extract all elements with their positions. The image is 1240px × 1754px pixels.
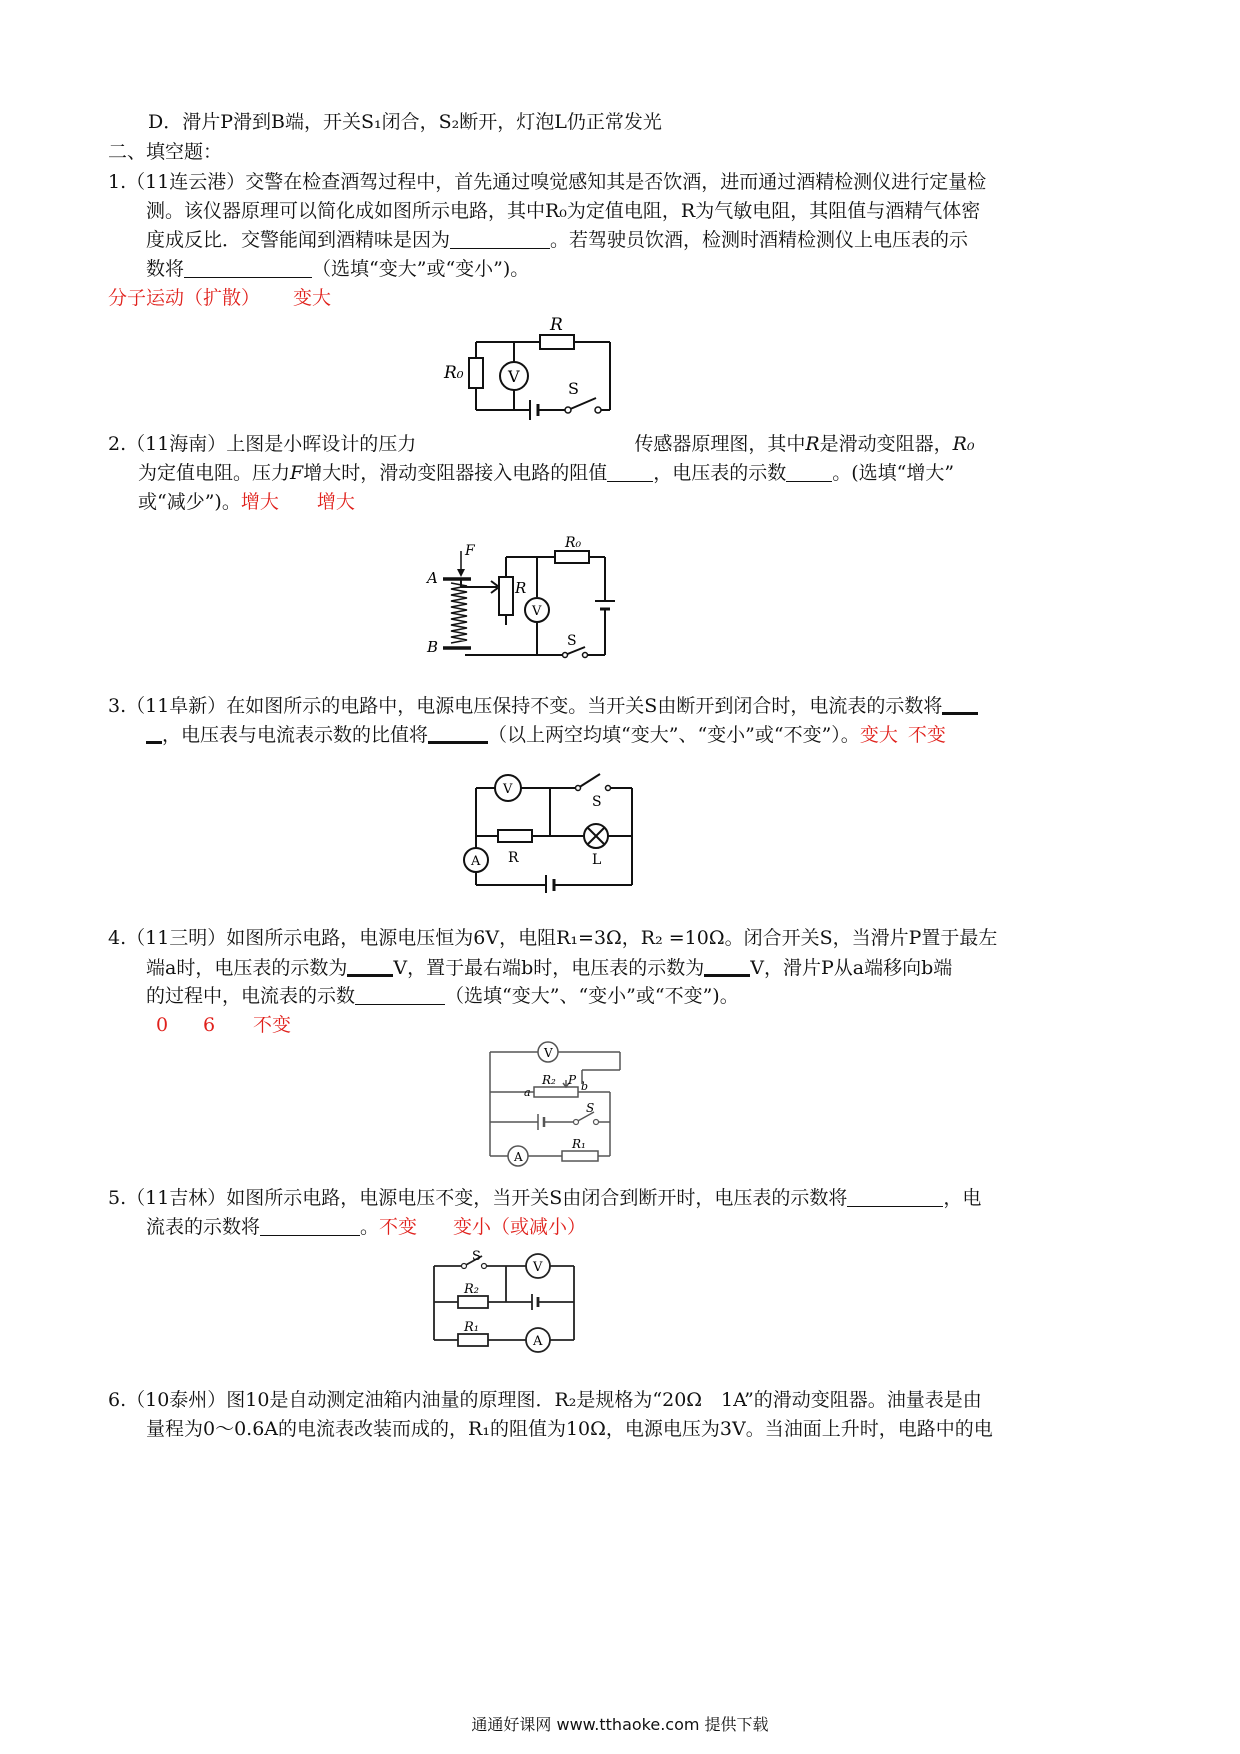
q4-fig-r1-label: R₁ (572, 1137, 586, 1151)
q1-line-1: 1.（11连云港）交警在检查酒驾过程中，首先通过嗅觉感知其是否饮酒，进而通过酒精检测仪进行定量检 (108, 171, 987, 193)
q2-fig-switch-label: S (567, 633, 577, 649)
q3-blank-1a[interactable] (942, 692, 978, 715)
q2-text-2c: 增大时，滑动变阻器接入电路的阻值 (303, 462, 608, 484)
q3-circuit-diagram (458, 768, 643, 893)
page-footer: 通通好课网 www.tthaoke.com 提供下载 (471, 1715, 769, 1734)
q1-text-3b: 。若驾驶员饮酒，检测时酒精检测仪上电压表的示 (550, 229, 969, 251)
q3-line-1 (108, 692, 978, 719)
q3-text-1: 3.（11阜新）在如图所示的电路中，电源电压保持不变。当开关S由断开到闭合时，电流表的示数将 (108, 695, 943, 717)
q2-blank-1[interactable] (607, 461, 653, 482)
q2-text-1d: 是滑动变阻器， (819, 433, 953, 455)
q2-fig-r-label: R (515, 579, 527, 597)
q3-text-2a: ，电压表与电流表示数的比值将 (162, 724, 429, 746)
q5-text-1a: 5.（11吉林）如图所示电路，电源电压不变，当开关S由闭合到断开时，电压表的示数将 (108, 1187, 848, 1209)
q3-blank-1b[interactable] (146, 721, 162, 744)
section-heading: 二、填空题： (108, 141, 223, 163)
q4-blank-1[interactable] (347, 954, 393, 977)
q3-answer-1: 变大 (859, 724, 898, 746)
q4-line-3 (146, 983, 739, 1009)
q2-line-2 (138, 460, 954, 486)
q5-answer-1: 不变 (379, 1216, 418, 1238)
q2-text-1b: 传感器原理图，其中 (634, 433, 806, 455)
q4-answer-1: 0 (156, 1014, 169, 1036)
q2-fig-voltmeter-label: V (532, 604, 542, 619)
q2-answer-1: 增大 (240, 491, 279, 513)
prev-option-d: D．滑片P滑到B端，开关S₁闭合，S₂断开，灯泡L仍正常发光 (148, 111, 662, 133)
q2-answer-2: 增大 (316, 491, 355, 513)
q4-fig-r2-label: R₂ (542, 1073, 556, 1087)
q1-fig-voltmeter-label: V (508, 367, 520, 386)
q1-text-4b: （选填“变大”或“变小”)。 (312, 258, 530, 280)
q5-fig-voltmeter-label: V (533, 1260, 543, 1275)
q5-fig-ammeter-label: A (533, 1334, 543, 1349)
q4-fig-p-label: P (568, 1073, 577, 1087)
q5-text-2a: 流表的示数将 (146, 1216, 261, 1238)
q5-fig-r1-label: R₁ (464, 1320, 479, 1335)
q2-line-1 (108, 431, 975, 457)
q1-text-3a: 度成反比．交警能闻到酒精味是因为 (146, 229, 451, 251)
q3-line-2 (146, 721, 946, 748)
q3-fig-voltmeter-label: V (503, 782, 513, 797)
q2-text-1e: R₀ (952, 433, 975, 455)
q1-circuit-diagram (438, 310, 638, 420)
q4-fig-b-end-label: b (581, 1080, 589, 1093)
q2-line-3 (138, 489, 355, 515)
q3-fig-lamp-label: L (592, 852, 602, 868)
q5-line-1 (108, 1185, 981, 1211)
q2-fig-b-label: B (427, 638, 439, 656)
q6-line-2: 量程为0～0.6A的电流表改装而成的，R₁的阻值为10Ω，电源电压为3V。当油面上升时，电路中的电 (146, 1418, 993, 1440)
q4-text-2c: V，滑片P从a端移向b端 (750, 957, 953, 979)
q3-fig-ammeter-label: A (471, 854, 481, 869)
q4-fig-voltmeter-label: V (544, 1046, 553, 1060)
q1-line-2: 测。该仪器原理可以简化成如图所示电路，其中R₀为定值电阻，R为气敏电阻，其阻值与酒精气体密 (146, 200, 981, 222)
q1-text-4a: 数将 (146, 258, 185, 280)
q1-fig-r0-label: R₀ (444, 363, 464, 383)
q2-blank-2[interactable] (786, 461, 832, 482)
q2-text-2a: 为定值电阻。压力 (138, 462, 291, 484)
q5-blank-2[interactable] (260, 1215, 360, 1236)
q2-fig-f-label: F (465, 543, 475, 559)
q5-fig-r2-label: R₂ (464, 1282, 479, 1297)
q4-fig-ammeter-label: A (514, 1150, 523, 1164)
q4-answer-3: 不变 (253, 1014, 292, 1036)
q1-blank-2[interactable] (184, 257, 312, 278)
q1-blank-1[interactable] (450, 228, 550, 249)
q6-line-1: 6.（10泰州）图10是自动测定油箱内油量的原理图．R₂是规格为“20Ω 1A”的滑动变阻器。油量表是由 (108, 1389, 982, 1411)
q5-answer-2: 变小（或减小） (453, 1216, 587, 1238)
q5-text-2b: 。 (360, 1216, 380, 1238)
q2-text-1c: R (805, 433, 820, 455)
q5-blank-1[interactable] (847, 1186, 943, 1207)
q1-line-4 (146, 256, 529, 282)
q2-fig-r0-label: R₀ (565, 535, 582, 551)
q4-fig-a-end-label: a (524, 1086, 531, 1099)
q1-line-3 (146, 227, 968, 253)
q5-line-2 (146, 1214, 586, 1240)
q3-answer-2: 不变 (907, 724, 946, 746)
q4-text-3b: （选填“变大”、“变小”或“不变”)。 (445, 985, 739, 1007)
q1-fig-r-label: R (550, 315, 563, 335)
q2-text-2b: F (290, 462, 304, 484)
q2-text-2d: ，电压表的示数 (653, 462, 787, 484)
q4-blank-3[interactable] (355, 984, 445, 1005)
q3-fig-switch-label: S (592, 794, 602, 810)
q4-blank-2[interactable] (704, 954, 750, 977)
q2-text-2e: 。(选填“增大” (832, 462, 955, 484)
q1-answer-2: 变大 (293, 287, 332, 309)
q2-text-1a: 2.（11海南）上图是小晖设计的压力 (108, 433, 417, 455)
q3-fig-r-label: R (508, 850, 519, 866)
q2-text-3a: 或“减少”)。 (138, 491, 241, 513)
q2-fig-a-label: A (427, 569, 438, 587)
q1-answer-1: 分子运动（扩散） (108, 287, 261, 309)
q4-text-2b: V，置于最右端b时，电压表的示数为 (393, 957, 705, 979)
q4-answer-2: 6 (203, 1014, 216, 1036)
q4-text-2a: 端a时，电压表的示数为 (146, 957, 348, 979)
q5-fig-switch-label: S (472, 1249, 481, 1264)
q4-fig-switch-label: S (586, 1101, 595, 1115)
q4-circuit-diagram (482, 1040, 632, 1170)
q3-text-2b: （以上两空均填“变大”、“变小”或“不变”）。 (488, 724, 860, 746)
q4-text-3a: 的过程中，电流表的示数 (146, 985, 356, 1007)
q2-circuit-diagram (425, 525, 615, 660)
q3-blank-2[interactable] (428, 721, 488, 744)
q5-text-1b: ，电 (943, 1187, 982, 1209)
q1-fig-switch-label: S (568, 379, 579, 398)
q5-circuit-diagram (428, 1246, 588, 1366)
q4-line-1: 4.（11三明）如图所示电路，电源电压恒为6V，电阻R₁=3Ω，R₂ =10Ω。闭合开关S，当滑片P置于最左 (108, 927, 998, 949)
q4-line-2 (146, 954, 952, 981)
